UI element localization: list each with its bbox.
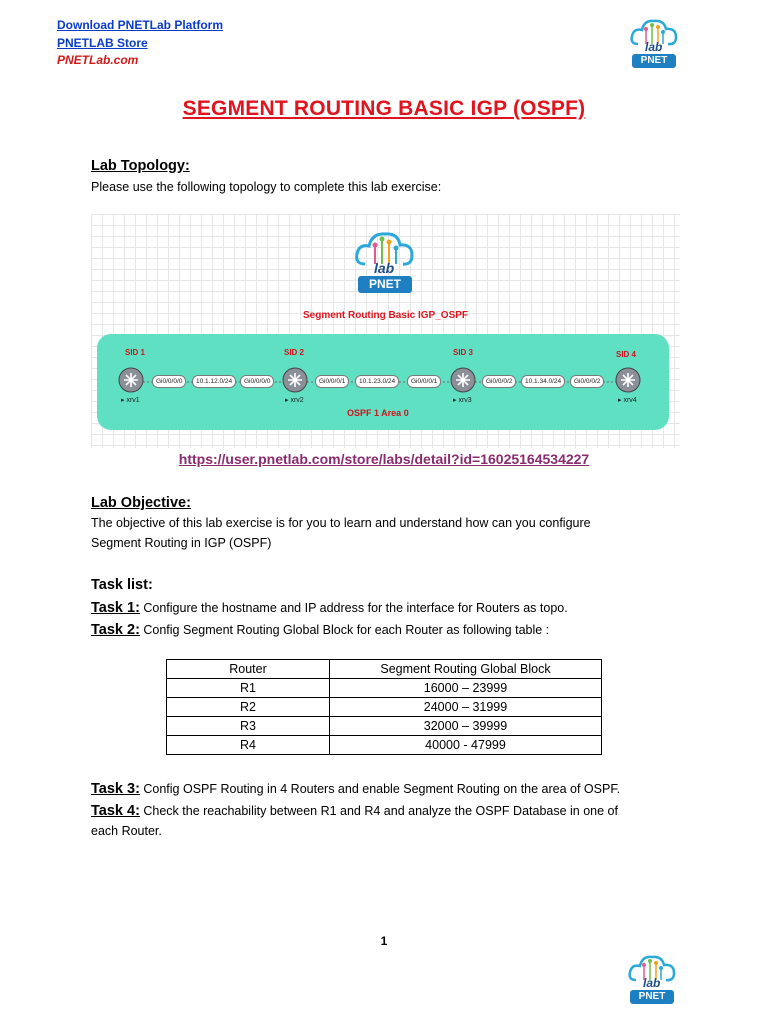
- router-icon[interactable]: [118, 367, 144, 393]
- table-header-srgb: Segment Routing Global Block: [330, 660, 602, 679]
- interface-chip: Gi0/0/0/1: [407, 375, 441, 388]
- table-row: [167, 698, 602, 717]
- lab-store-link[interactable]: https://user.pnetlab.com/store/labs/detail?id=16025164534227: [178, 451, 590, 467]
- task-1: [91, 599, 681, 618]
- logo-pnet-text: PNET: [640, 55, 668, 66]
- ospf-area-label: OSPF 1 Area 0: [347, 408, 409, 418]
- router-name-xrv1: ▸ xrv1: [121, 397, 140, 404]
- footer-logo-pnet-text: PNET: [638, 991, 666, 1002]
- table-row: [167, 679, 602, 698]
- pnetlab-store-link[interactable]: PNETLAB Store: [57, 36, 148, 50]
- subnet-chip: 10.1.12.0/24: [192, 375, 236, 388]
- topology-diagram: [91, 214, 680, 448]
- lab-objective-heading: Lab Objective:: [91, 495, 191, 511]
- router-name-xrv2: ▸ xrv2: [285, 397, 304, 404]
- srgb-table: [166, 659, 602, 755]
- table-cell: 40000 - 47999: [330, 736, 602, 755]
- subnet-chip: 10.1.23.0/24: [355, 375, 399, 388]
- task-4-text: Check the reachability between R1 and R4 and analyze the OSPF Database in one of: [139, 804, 618, 818]
- table-cell: 32000 – 39999: [330, 717, 602, 736]
- download-pnetlab-link[interactable]: Download PNETLab Platform: [57, 18, 224, 32]
- table-cell: 24000 – 31999: [330, 698, 602, 717]
- table-cell: R2: [167, 698, 330, 717]
- task-4-label: Task 4:: [91, 803, 140, 819]
- table-cell: R3: [167, 717, 330, 736]
- pnetlab-site-link[interactable]: PNETLab.com: [57, 53, 139, 67]
- diagram-logo-pnet-text: PNET: [368, 277, 401, 291]
- task-2-label: Task 2:: [91, 622, 140, 638]
- interface-chip: Gi0/0/0/2: [482, 375, 516, 388]
- page-title: SEGMENT ROUTING BASIC IGP (OSPF): [182, 97, 586, 120]
- router-icon[interactable]: [450, 367, 476, 393]
- router-icon[interactable]: [282, 367, 308, 393]
- sid-label-3: SID 3: [453, 348, 474, 357]
- diagram-logo-lab-text: lab: [374, 260, 395, 276]
- task-4-continued: each Router.: [91, 824, 162, 838]
- task-1-label: Task 1:: [91, 600, 140, 616]
- table-row: [167, 717, 602, 736]
- task-4: [91, 802, 681, 821]
- task-2: [91, 621, 681, 640]
- footer-logo-lab-text: lab: [643, 976, 661, 990]
- table-header-row: [167, 660, 602, 679]
- task-3: [91, 780, 681, 799]
- table-header-router: Router: [167, 660, 330, 679]
- table-row: [167, 736, 602, 755]
- page-number: 1: [380, 934, 388, 948]
- router-name-xrv4: ▸ xrv4: [618, 397, 637, 404]
- topology-intro: Please use the following topology to complete this lab exercise:: [91, 180, 442, 194]
- task-3-label: Task 3:: [91, 781, 140, 797]
- sid-label-2: SID 2: [284, 348, 305, 357]
- footer-pnet-logo: [626, 950, 678, 1006]
- table-cell: 16000 – 23999: [330, 679, 602, 698]
- interface-chip: Gi0/0/0/0: [152, 375, 186, 388]
- table-cell: R4: [167, 736, 330, 755]
- table-cell: R1: [167, 679, 330, 698]
- interface-chip: Gi0/0/0/0: [240, 375, 274, 388]
- logo-lab-text: lab: [645, 40, 663, 54]
- router-name-xrv3: ▸ xrv3: [453, 397, 472, 404]
- lab-topology-heading: Lab Topology:: [91, 158, 190, 174]
- router-icon[interactable]: [615, 367, 641, 393]
- interface-chip: Gi0/0/0/2: [570, 375, 604, 388]
- sid-label-1: SID 1: [125, 348, 146, 357]
- task-list-heading: Task list:: [91, 577, 153, 593]
- task-3-text: Config OSPF Routing in 4 Routers and enable Segment Routing on the area of OSPF.: [139, 782, 621, 796]
- task-2-text: Config Segment Routing Global Block for each Router as following table :: [139, 623, 550, 637]
- objective-line-1: The objective of this lab exercise is for you to learn and understand how can you configure: [91, 516, 591, 530]
- sid-label-4: SID 4: [616, 350, 637, 359]
- pnet-logo: [628, 14, 680, 70]
- task-1-text: Configure the hostname and IP address for the interface for Routers as topo.: [139, 601, 568, 615]
- diagram-title: Segment Routing Basic IGP_OSPF: [302, 310, 469, 321]
- objective-line-2: Segment Routing in IGP (OSPF): [91, 536, 272, 550]
- subnet-chip: 10.1.34.0/24: [521, 375, 565, 388]
- interface-chip: Gi0/0/0/1: [315, 375, 349, 388]
